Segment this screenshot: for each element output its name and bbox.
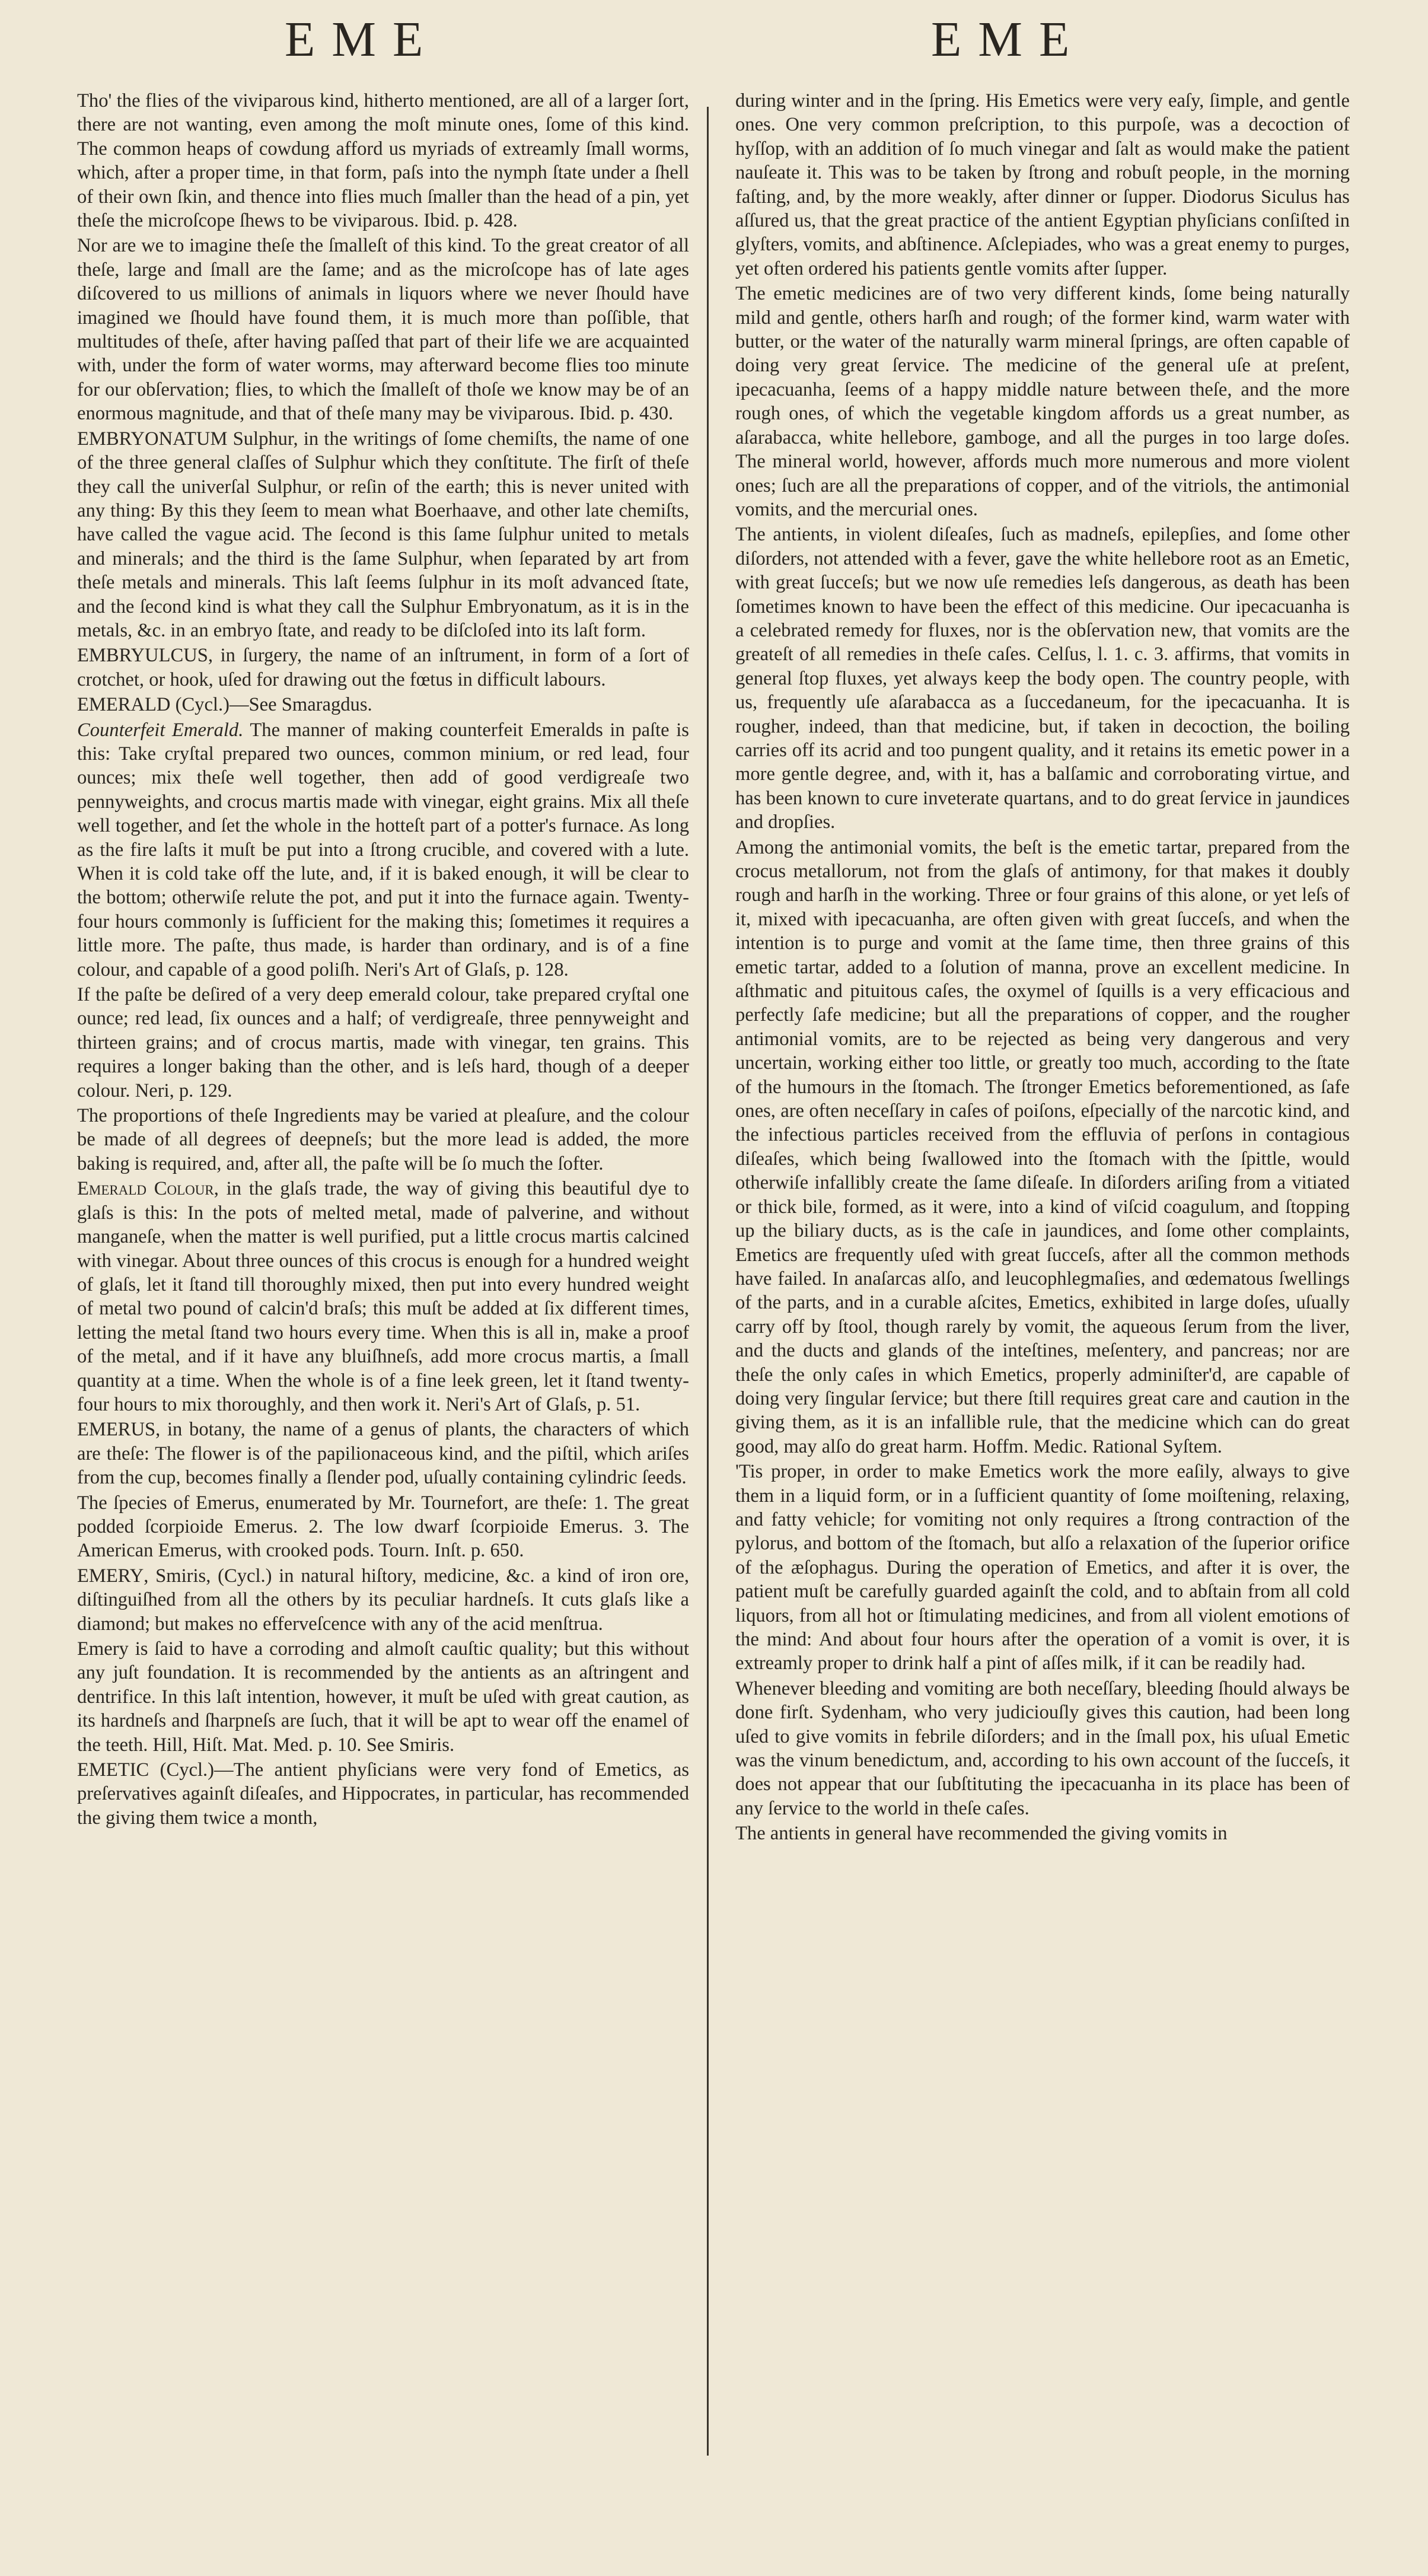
paragraph-text: If the paſte be deſired of a very deep emerald colour, take prepared cryſtal one ounce; red lead, ſix ounces and a half; of verdigreaſe, three pennyweight and thirteen grains; and of crocus martis, made with vinegar, ten grains. This requires a longer baking than the other, and is leſs hard, though of a deeper colour. Neri, p. 129. [77, 984, 689, 1101]
entry-headword: EMBRYONATUM [77, 428, 228, 450]
paragraph-text: Nor are we to imagine theſe the ſmalleſt of this kind. To the great creator of all theſe, large and ſmall are the ſame; and as the microſcope has of late ages diſcovered to us millions of animals in liquors where we never ſhould have imagined we ſhould have found them, it is much more than poſſible, that multitudes of theſe, after having paſſed that part of their life we are acquainted with, under the form of water worms, may afterward become flies too minute for our obſervation; flies, to which the ſmalleſt of thoſe we know may be of an enormous magnitude, and that of theſe many may be viviparous. Ibid. p. 430. [77, 235, 689, 425]
right-running-headword: EME [931, 12, 1086, 67]
entry-text: , in ſurgery, the name of an inſtrument, in form of a ſort of crotchet, or hook, uſed for drawing out the fœtus in difficult labours. [77, 645, 689, 690]
paragraph [77, 89, 689, 233]
entry-emerald [77, 693, 689, 717]
paragraph-text: The antients, in violent diſeaſes, ſuch as madneſs, epilepſies, and ſome other diſorders, not attended with a fever, gave the white hellebore root as an Emetic, with great ſucceſs; but we now uſe remedies leſs dangerous, as death has been ſometimes known to have been the effect of this medicine. Our ipecacuanha is a celebrated remedy for fluxes, nor is the obſervation new, that vomits are the greateſt of all remedies in theſe caſes. Celſus, l. 1. c. 3. affirms, that vomits in general ſtop fluxes, yet always keep the body open. The country people, with us, frequently uſe aſarabacca as a ſuccedaneum, for the ipecacuanha. It is rougher, indeed, than that medicine, but, if taken in decoction, the boiling carries off its acrid and too pungent quality, and it retains its emetic power in a more gentle degree, and, with it, has a balſamic and corroborating virtue, and has been known to cure inveterate quartans, and to do great ſervice in jaundices and dropſies. [735, 524, 1350, 833]
entry-text: Sulphur, in the writings of ſome chemiſts, the name of one of the three general claſſes of Sulphur which they conſtitute. The firſt of theſe they call the univerſal Sulphur, or reſin of the earth; this is never united with any thing: By this they ſeem to mean what Boerhaave, and other late chemiſts, have called the vague acid. The ſecond is this ſame ſulphur united to metals and minerals; and the third is the ſame Sulphur, when ſeparated by art from theſe metals and minerals. This laſt ſeems ſulphur in its moſt advanced ſtate, and the ſecond kind is what they call the Sulphur Embryonatum, as it is in the metals, &c. in an embryo ſtate, and ready to be diſcloſed into its laſt form. [77, 428, 689, 641]
entry-headword: EMBRYULCUS [77, 645, 208, 667]
entry-embryonatum [77, 427, 689, 643]
entry-emerus [77, 1418, 689, 1489]
paragraph-text: The ſpecies of Emerus, enumerated by Mr. Tournefort, are theſe: 1. The great podded ſcorpioide Emerus. 2. The low dwarf ſcorpioide Emerus. 3. The American Emerus, with crooked pods. Tourn. Inſt. p. 650. [77, 1492, 689, 1562]
entry-emerald-colour [77, 1177, 689, 1416]
paragraph [735, 1677, 1350, 1820]
paragraph [735, 1460, 1350, 1676]
entry-embryulcus [77, 644, 689, 692]
entry-headword: Emerald Colour [77, 1178, 214, 1200]
paragraph-text: Tho' the flies of the viviparous kind, hitherto mentioned, are all of a larger ſort, there are not wanting, even among the moſt minute ones, ſome of this kind. The common heaps of cowdung afford us myriads of extreamly ſmall worms, which, after a proper time, in that form, paſs into the nymph ſtate under a ſhell of their own ſkin, and thence into flies much ſmaller than the head of a pin, yet theſe the microſcope ſhews to be viviparous. Ibid. p. 428. [77, 90, 689, 232]
paragraph-text: Among the antimonial vomits, the beſt is the emetic tartar, prepared from the crocus metallorum, not from the glaſs of antimony, for that makes it doubly rough and harſh in the working. Three or four grains of this alone, or yet leſs of it, mixed with ipecacuanha, are often given with great ſucceſs, and when the intention is to purge and vomit at the ſame time, then three grains of this emetic tartar, added to a ſolution of manna, prove an excellent medicine. In aſthmatic and pituitous caſes, the oxymel of ſquills is a very efficacious and perfectly ſafe medicine; but all the preparations of copper, and the rougher antimonial vomits, are to be rejected as being very dangerous and very uncertain, working either too little, or greatly too much, according to the ſtate of the humours in the ſtomach. The ſtronger Emetics beforementioned, as ſafe ones, are often neceſſary in caſes of poiſons, eſpecially of the narcotic kind, and the infectious particles received from the effluvia of perſons in contagious diſeaſes, which being ſwallowed into the ſtomach with the ſpittle, would otherwiſe infallibly create the ſame diſeaſe. In diſorders ariſing from a vitiated or thick bile, formed, as it were, into a kind of viſcid coagulum, and ſtopping up the biliary ducts, as is the caſe in jaundices, and ſome other complaints, Emetics are frequently uſed with great ſucceſs, after all the common methods have failed. In anaſarcas alſo, and leucophlegmaſies, and œdematous ſwellings of the parts, and in a curable aſcites, Emetics, exhibited in large doſes, uſually carry off by ſtool, though rarely by vomit, the aqueous ſerum from the liver, and the ducts and glands of the inteſtines, meſentery, and pancreas; nor are theſe the only caſes in which Emetics, properly adminiſter'd, are capable of doing very ſingular ſervice; but there ſtill requires great care and caution in the giving them, as it is an infallible rule, that the medicine which can do great good, may alſo do great harm. Hoffm. Medic. Rational Syſtem. [735, 836, 1350, 1457]
entry-headword: EMETIC [77, 1759, 149, 1781]
paragraph [735, 523, 1350, 834]
entry-text: The manner of making counterfeit Emeralds in paſte is this: Take cryſtal prepared two ounces, common minium, or red lead, four ounces; mix theſe well together, then add of good verdigreaſe two pennyweights, and crocus martis made with vinegar, eight grains. Mix all theſe well together, and ſet the whole in the hotteſt part of a potter's furnace. As long as the fire laſts it muſt be put into a ſtrong crucible, and covered with a lute. When it is cold take off the lute, and, if it is baked enough, it will be clear to the bottom; otherwiſe relute the pot, and put it into the furnace again. Twenty-four hours commonly is ſufficient for the making this; ſometimes it requires a little more. The paſte, thus made, is harder than ordinary, and is of a fine colour, and capable of a good poliſh. Neri's Art of Glaſs, p. 128. [77, 719, 689, 980]
paragraph [77, 983, 689, 1103]
paragraph-text: 'Tis proper, in order to make Emetics work the more eaſily, always to give them in a liquid form, or in a ſufficient quantity of ſome moiſtening, relaxing, and fatty vehicle; for vomiting not only requires a ſtrong contraction of the pylorus, and bottom of the ſtomach, but alſo a relaxation of the ſuperior orifice of the æſophagus. During the operation of Emetics, and after it is over, the patient muſt be carefully guarded againſt the cold, and to abſtain from all cold liquors, from all hot or ſtimulating medicines, and from all violent emotions of the mind: And about four hours after the operation of a vomit is over, it is extreamly proper to drink half a pint of aſſes milk, if it can be readily had. [735, 1461, 1350, 1674]
paragraph [735, 1822, 1350, 1845]
paragraph-text: during winter and in the ſpring. His Emetics were very eaſy, ſimple, and gentle ones. One very common preſcription, to this purpoſe, was a decoction of hyſſop, with an addition of ſo much vinegar and ſalt as would make the patient nauſeate it. This was to be taken by ſtrong and robuſt people, in the morning faſting, and, by the more weakly, after dinner or ſupper. Diodorus Siculus has aſſured us, that the great practice of the antient Egyptian phyſicians conſiſted in glyſters, vomits, and abſtinence. Aſclepiades, who was a great enemy to purges, yet often ordered his patients gentle vomits after ſupper. [735, 90, 1350, 279]
entry-text: , in botany, the name of a genus of plants, the characters of which are theſe: The flower is of the papilionaceous kind, and the piſtil, which ariſes from the cup, becomes finally a ſlender pod, uſually containing cylindric ſeeds. [77, 1419, 689, 1489]
paragraph-text: Whenever bleeding and vomiting are both neceſſary, bleeding ſhould always be done firſt. Sydenham, who very judiciouſly gives this caution, had been long uſed to give vomits in febrile diſorders; and in the ſmall pox, his uſual Emetic was the vinum benedictum, and, according to his own account of the ſucceſs, it does not appear that our ſubſtituting the ipecacuanha in its place has been of any ſervice to the world in theſe caſes. [735, 1677, 1350, 1819]
paragraph [735, 282, 1350, 521]
left-column [77, 89, 689, 2568]
entry-headword: EMERUS [77, 1419, 156, 1441]
paragraph-text: Emery is ſaid to have a corroding and almoſt cauſtic quality; but this without any juſt foundation. It is recommended by the antients as an aſtringent and dentrifice. In this laſt intention, however, it muſt be uſed with great caution, as its hardneſs and ſharpneſs are ſuch, that it will be apt to wear off the enamel of the teeth. Hill, Hiſt. Mat. Med. p. 10. See Smiris. [77, 1638, 689, 1756]
entry-text: (Cycl.)—The antient phyſicians were very fond of Emetics, as preſervatives againſt diſeaſes, and Hippocrates, in particular, has recommended the giving them twice a month, [77, 1759, 689, 1829]
entry-emery [77, 1564, 689, 1636]
entry-text: , in the glaſs trade, the way of giving this beautiful dye to glaſs is this: In the pots of melted metal, made of palverine, and without manganeſe, when the matter is well purified, put a little crocus martis calcined with vinegar. About three ounces of this crocus is enough for a hundred weight of glaſs, let it ſtand till thoroughly mixed, then put into every hundred weight of metal two pound of calcin'd braſs; this muſt be added at ſix different times, letting the metal ſtand two hours every time. When this is all in, make a proof of the metal, and if it have any bluiſhneſs, add more crocus martis, a ſmall quantity at a time. When the whole is of a fine leek green, let it ſtand twenty-four hours to mix thoroughly, and then work it. Neri's Art of Glaſs, p. 51. [77, 1178, 689, 1415]
paragraph-text: The antients in general have recommended the giving vomits in [735, 1823, 1228, 1845]
paragraph [77, 1637, 689, 1757]
entry-text: , Smiris, (Cycl.) in natural hiſtory, medicine, &c. a kind of iron ore, diſtinguiſhed from all the others by its peculiar hardneſs. It cuts glaſs like a diamond; but makes no effervеſcence with any of the acid menſtrua. [77, 1565, 689, 1635]
left-running-headword: EME [285, 12, 440, 67]
entry-emetic [77, 1758, 689, 1830]
paragraph [77, 1104, 689, 1176]
entry-headword: Counterfeit Emerald. [77, 719, 244, 741]
column-divider [707, 107, 709, 2456]
paragraph [77, 1491, 689, 1563]
paragraph-text: The emetic medicines are of two very different kinds, ſome being naturally mild and gentle, others harſh and rough; of the former kind, warm water with butter, or the water of the naturally warm mineral ſprings, are often capable of doing very great ſervice. The medicine of the general uſe at preſent, ipecacuanha, ſeems of a happy middle nature between theſe, and the more rough ones, of which the vegetable kingdom affords us a great number, as aſarabacca, white hellebore, gamboge, and all the purges in too large doſes. The mineral world, however, affords much more numerous and more violent ones; ſuch are all the preparations of copper, and of the vitriols, the antimonial vomits, and the mercurial ones. [735, 283, 1350, 520]
entry-headword: EMERY [77, 1565, 144, 1587]
entry-counterfeit-emerald [77, 718, 689, 982]
paragraph [735, 836, 1350, 1459]
entry-headword: EMERALD [77, 694, 171, 716]
entry-text: (Cycl.)—See Smaragdus. [170, 694, 372, 716]
paragraph [735, 89, 1350, 281]
right-column [735, 89, 1350, 2568]
paragraph-text: The proportions of theſe Ingredients may be varied at pleaſure, and the colour be made of all degrees of deepneſs; but the more lead is added, the more baking is required, and, after all, the paſte will be ſo much the ſofter. [77, 1105, 689, 1174]
paragraph [77, 234, 689, 425]
